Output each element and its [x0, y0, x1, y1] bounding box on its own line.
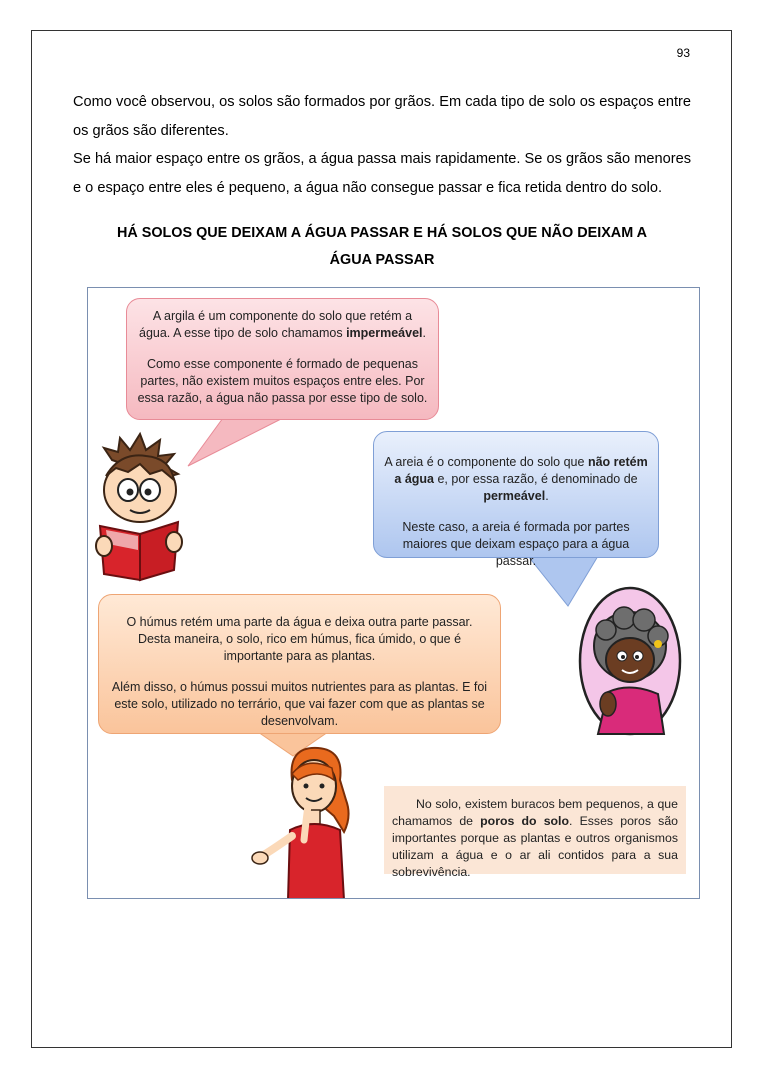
- humus-text-2: Além disso, o húmus possui muitos nutrientes para as plantas. E foi este solo, utilizado no terrário, que vai fazer com que as plantas se desenvolvam.: [111, 680, 488, 728]
- intro-paragraph-2: Se há maior espaço entre os grãos, a água passa mais rapidamente. Se os grãos são menores e o espaço entre eles é pequeno, a água não consegue passar e fica retida dentro do solo.: [73, 151, 691, 196]
- pink-bubble-tail: [188, 418, 283, 466]
- intro-text: [73, 88, 691, 202]
- page-number: 93: [676, 46, 690, 60]
- clay-text-1: A argila é um componente do solo que retém a água. A esse tipo de solo chamamos impermeável.: [139, 309, 426, 340]
- clay-text-2: Como esse componente é formado de pequenas partes, não existem muitos espaços entre eles. Por essa razão, a água não passa por esse tipo de solo.: [137, 357, 428, 405]
- humus-text-1: O húmus retém uma parte da água e deixa outra parte passar. Desta maneira, o solo, rico em húmus, fica úmido, o que é importante para as plantas.: [126, 615, 473, 663]
- heading-line-1: HÁ SOLOS QUE DEIXAM A ÁGUA PASSAR E HÁ SOLOS QUE NÃO DEIXAM A: [116, 225, 648, 241]
- intro-paragraph-1: Como você observou, os solos são formados por grãos. Em cada tipo de solo os espaços entre os grãos são diferentes.: [73, 94, 691, 139]
- sand-text-2: Neste caso, a areia é formada por partes maiores que deixam espaço para a água passar.: [402, 520, 630, 568]
- soil-illustration: [87, 287, 700, 899]
- clay-bubble: [126, 298, 439, 420]
- sand-text-1: A areia é o componente do solo que não retém a água e, por essa razão, é denominado de permeável.: [384, 455, 648, 503]
- pores-note: [384, 786, 686, 879]
- heading-line-2: ÁGUA PASSAR: [329, 252, 435, 268]
- girl-circle-illustration: [578, 586, 682, 736]
- sand-bubble: [373, 431, 659, 568]
- section-heading: [73, 220, 691, 274]
- redhead-girl-illustration: [248, 740, 358, 899]
- humus-bubble: [98, 594, 501, 734]
- pores-text: No solo, existem buracos bem pequenos, a que chamamos de poros do solo. Esses poros são importantes porque as plantas e outros organismos utilizam a água e o ar ali contidos para a sua sobrevivência.: [392, 797, 678, 879]
- boy-reading-illustration: [90, 430, 200, 590]
